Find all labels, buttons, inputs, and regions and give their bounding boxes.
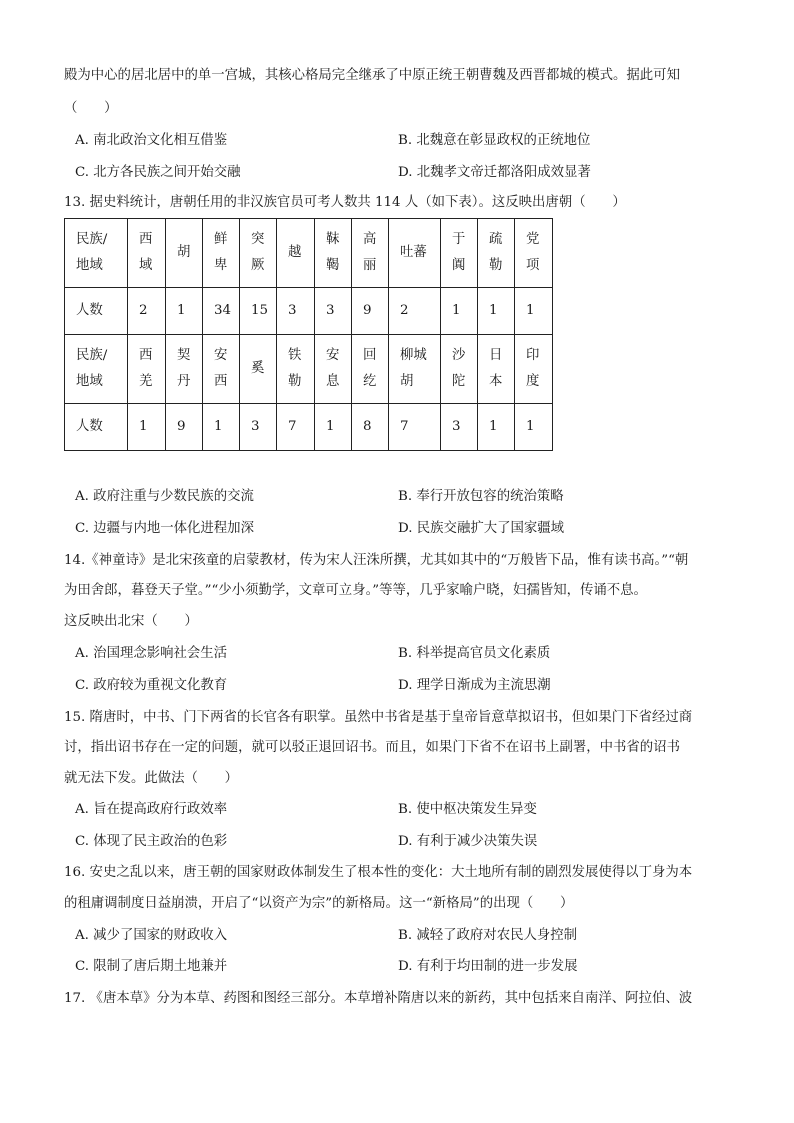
q13-option-b: B. 奉行开放包容的统治策略 — [398, 489, 564, 504]
ethnic-officials-table — [64, 218, 553, 451]
q15-stem-line-2: 讨，指出诏书存在一定的问题，就可以驳正退回诏书。而且，如果门下省不在诏书上副署，中书省的诏书 — [64, 740, 680, 755]
q16-option-d: D. 有利于均田制的进一步发展 — [398, 959, 578, 974]
q16-option-c: C. 限制了唐后期土地兼并 — [75, 959, 228, 974]
q14-option-d: D. 理学日渐成为主流思潮 — [398, 678, 551, 693]
table-cell: 3 — [277, 288, 315, 335]
table-cell: 9 — [166, 404, 203, 451]
table-row — [65, 219, 553, 288]
table-cell: 3 — [315, 288, 352, 335]
table-cell: 15 — [240, 288, 277, 335]
table-cell: 沙 陀 — [441, 335, 478, 404]
table-cell: 铁 勒 — [277, 335, 315, 404]
q14-option-c: C. 政府较为重视文化教育 — [75, 678, 228, 693]
table-cell: 1 — [203, 404, 240, 451]
q16-stem-line-2: 的租庸调制度日益崩溃，开启了“以资产为宗”的新格局。这一“新格局”的出现（ ） — [64, 896, 574, 911]
q12-option-a: A. 南北政治文化相互借鉴 — [75, 133, 228, 148]
q16-option-b: B. 减轻了政府对农民人身控制 — [398, 928, 578, 943]
table-cell: 民族/ 地域 — [65, 335, 128, 404]
table-cell: 人数 — [65, 404, 128, 451]
q17-stem-line-1: 17. 《唐本草》分为本草、药图和图经三部分。本草增补隋唐以来的新药，其中包括来自南洋、阿拉伯、波 — [64, 991, 693, 1006]
q14-stem-line-1: 14.《神童诗》是北宋孩童的启蒙教材，传为宋人汪洙所撰，尤其如其中的“万般皆下品，惟有读书高。”“朝 — [64, 553, 689, 568]
q14-option-a: A. 治国理念影响社会生活 — [75, 646, 228, 661]
q16-option-a: A. 减少了国家的财政收入 — [75, 928, 228, 943]
table-cell: 1 — [478, 404, 515, 451]
table-cell: 日 本 — [478, 335, 515, 404]
q15-option-d: D. 有利于减少决策失误 — [398, 834, 538, 849]
table-cell: 回 纥 — [352, 335, 389, 404]
q12-stem-line-1: 殿为中心的居北居中的单一宫城，其核心格局完全继承了中原正统王朝曹魏及西晋都城的模式。据此可知 — [64, 68, 680, 83]
table-row — [65, 288, 553, 335]
table-cell: 2 — [128, 288, 166, 335]
table-cell: 于 阗 — [441, 219, 478, 288]
table-cell: 1 — [128, 404, 166, 451]
table-row — [65, 404, 553, 451]
table-row — [65, 335, 553, 404]
q14-option-b: B. 科举提高官员文化素质 — [398, 646, 551, 661]
q15-option-b: B. 使中枢决策发生异变 — [398, 802, 537, 817]
table-cell: 人数 — [65, 288, 128, 335]
table-cell: 1 — [166, 288, 203, 335]
table-cell: 7 — [277, 404, 315, 451]
q16-stem-line-1: 16. 安史之乱以来，唐王朝的国家财政体制发生了根本性的变化：大土地所有制的剧烈发展使得以丁身为本 — [64, 865, 693, 880]
table-cell: 疏 勒 — [478, 219, 515, 288]
table-cell: 3 — [240, 404, 277, 451]
table-cell: 民族/ 地域 — [65, 219, 128, 288]
q14-stem-line-2: 为田舍郎，暮登天子堂。”“少小须勤学，文章可立身。”等等，几乎家喻户晓，妇孺皆知，传诵不息。 — [64, 583, 647, 598]
table-cell: 党 项 — [515, 219, 553, 288]
table-cell: 突 厥 — [240, 219, 277, 288]
table-cell: 印 度 — [515, 335, 553, 404]
table-cell: 西 羌 — [128, 335, 166, 404]
table-cell: 安 西 — [203, 335, 240, 404]
q15-stem-line-3: 就无法下发。此做法（ ） — [64, 771, 239, 786]
table-cell: 柳城 胡 — [389, 335, 441, 404]
q12-option-d: D. 北魏孝文帝迁都洛阳成效显著 — [398, 165, 591, 180]
table-cell: 3 — [441, 404, 478, 451]
table-cell: 1 — [515, 288, 553, 335]
table-cell: 吐蕃 — [389, 219, 441, 288]
table-cell: 9 — [352, 288, 389, 335]
table-cell: 8 — [352, 404, 389, 451]
q12-stem-line-2: （ ） — [64, 101, 118, 116]
q15-option-c: C. 体现了民主政治的色彩 — [75, 834, 228, 849]
table-cell: 鲜 卑 — [203, 219, 240, 288]
table-cell: 靺 鞨 — [315, 219, 352, 288]
table-cell: 高 丽 — [352, 219, 389, 288]
table-cell: 西 域 — [128, 219, 166, 288]
table-cell: 安 息 — [315, 335, 352, 404]
table-cell: 1 — [478, 288, 515, 335]
q13-option-d: D. 民族交融扩大了国家疆域 — [398, 521, 565, 536]
q12-option-b: B. 北魏意在彰显政权的正统地位 — [398, 133, 591, 148]
table-cell: 1 — [441, 288, 478, 335]
table-cell: 1 — [315, 404, 352, 451]
q15-stem-line-1: 15. 隋唐时，中书、门下两省的长官各有职掌。虽然中书省是基于皇帝旨意草拟诏书，但如果门下省经过商 — [64, 710, 693, 725]
q12-option-c: C. 北方各民族之间开始交融 — [75, 165, 241, 180]
table-cell: 越 — [277, 219, 315, 288]
q13-option-a: A. 政府注重与少数民族的交流 — [75, 489, 254, 504]
table-cell: 1 — [515, 404, 553, 451]
table-cell: 奚 — [240, 335, 277, 404]
q15-option-a: A. 旨在提高政府行政效率 — [75, 802, 228, 817]
table-cell: 7 — [389, 404, 441, 451]
table-cell: 契 丹 — [166, 335, 203, 404]
q14-stem-line-3: 这反映出北宋（ ） — [64, 614, 198, 629]
table-cell: 2 — [389, 288, 441, 335]
table-cell: 34 — [203, 288, 240, 335]
q13-stem: 13. 据史料统计，唐朝任用的非汉族官员可考人数共 114 人（如下表）。这反映出唐朝（ ） — [64, 195, 626, 210]
table-cell: 胡 — [166, 219, 203, 288]
q13-option-c: C. 边疆与内地一体化进程加深 — [75, 521, 254, 536]
